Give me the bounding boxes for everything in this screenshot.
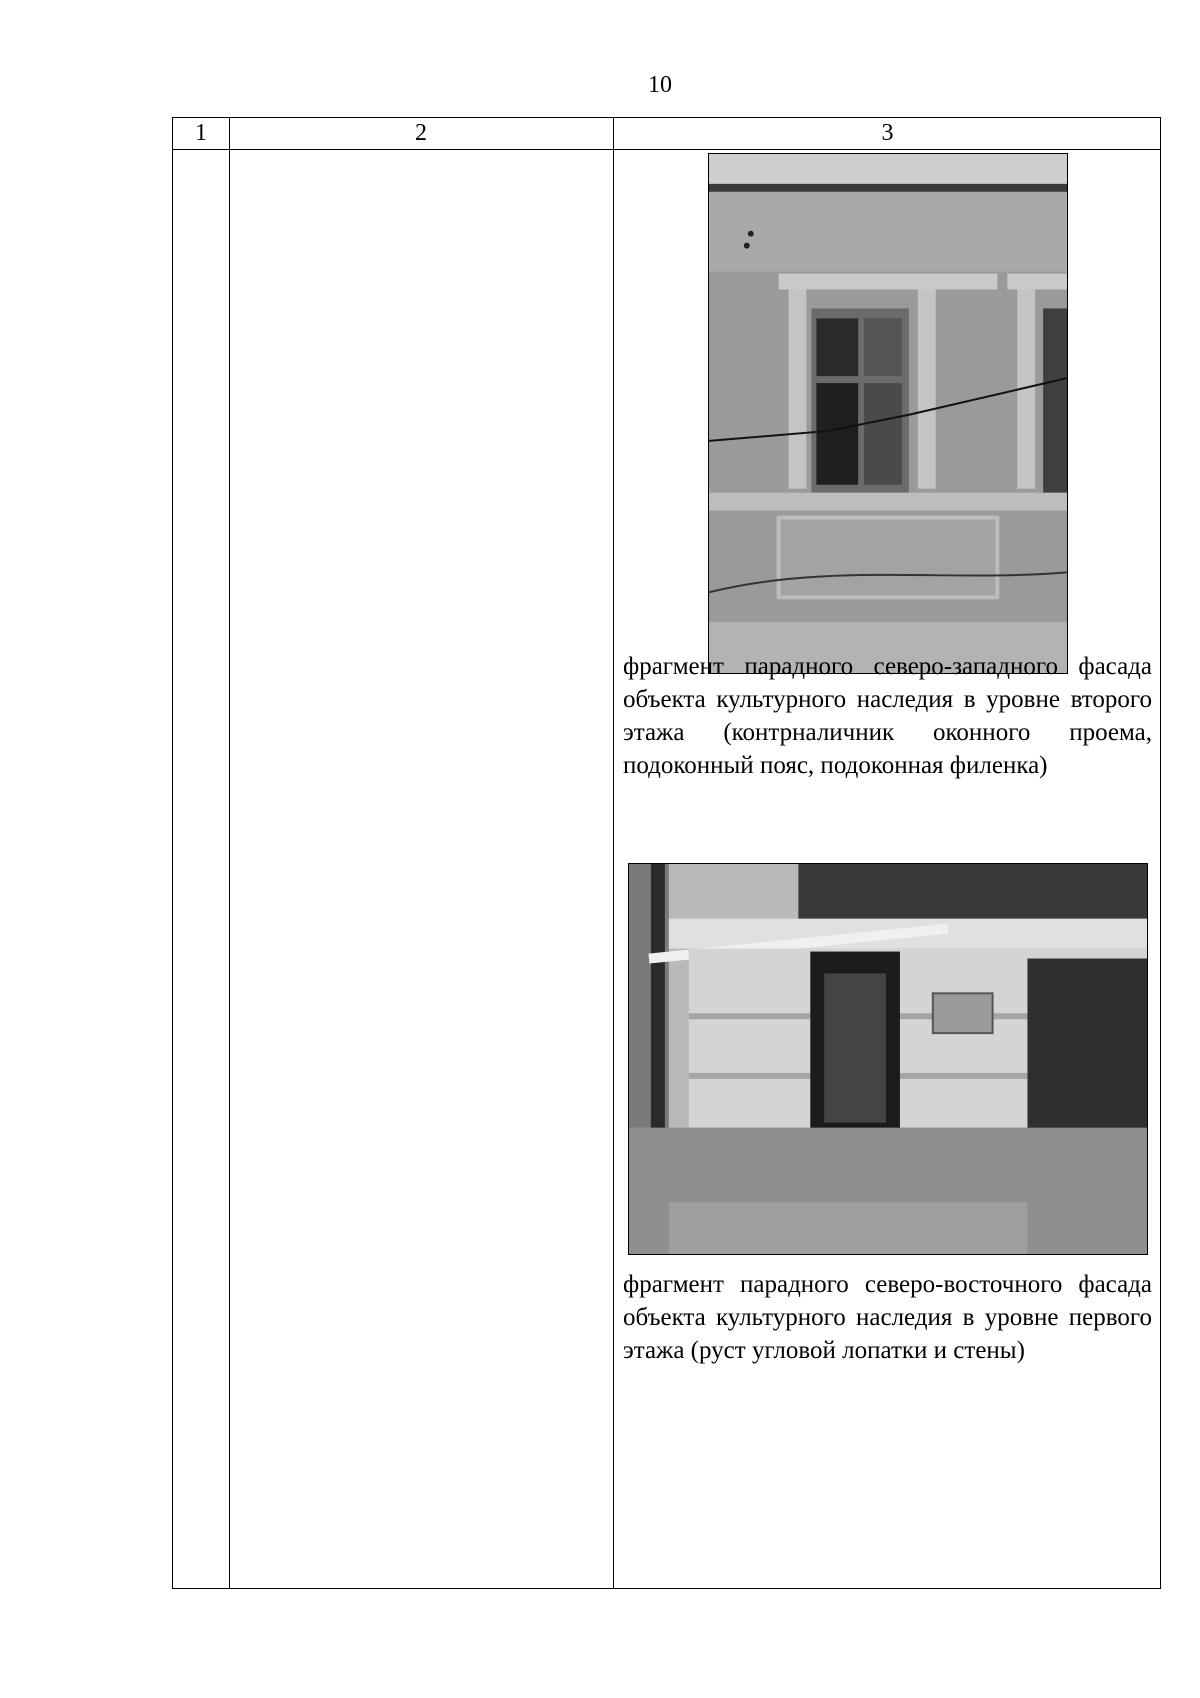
facade-photo-window	[708, 153, 1068, 674]
page-number: 10	[648, 72, 672, 98]
caption-photo-2: фрагмент парадного северо-восточного фасада объекта культурного наследия в уровне первого этажа (руст угловой лопатки и стены)	[623, 1271, 1152, 1364]
caption-photo-1: фрагмент парадного северо-западного фасада объекта культурного наследия в уровне второго этажа (контрналичник оконного проема, подоконный пояс, подоконная филенка)	[623, 653, 1152, 779]
header-divider	[173, 149, 1160, 150]
column-header-2: 2	[415, 120, 427, 146]
column-header-1: 1	[195, 120, 207, 146]
column-header-3: 3	[881, 120, 894, 146]
document-table	[172, 117, 1161, 1589]
column-divider-2	[613, 118, 614, 1588]
facade-photo-corner	[628, 863, 1148, 1255]
column-divider-1	[229, 118, 230, 1588]
